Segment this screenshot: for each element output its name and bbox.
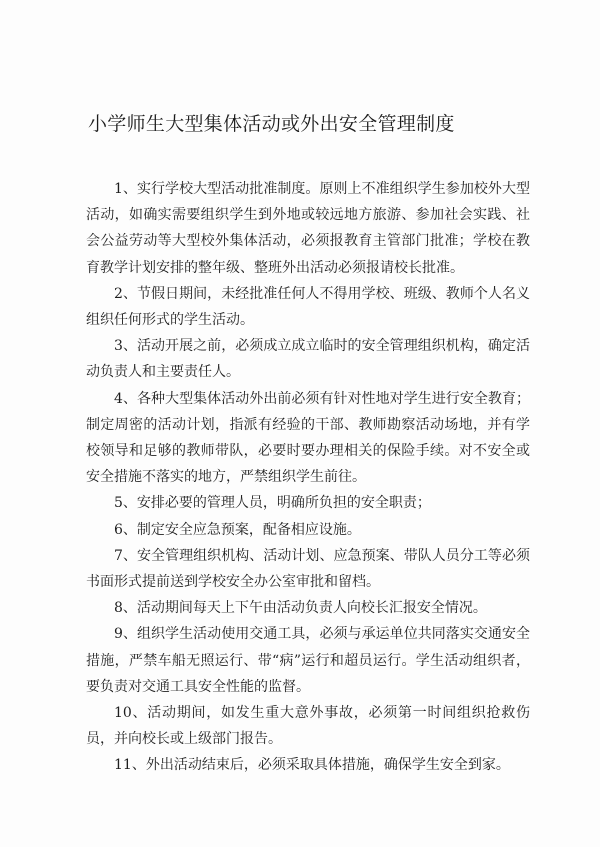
rule-item: 10、活动期间，如发生重大意外事故，必须第一时间组织抢救伤员，并向校长或上级部门报告。 xyxy=(86,705,530,748)
rule-item: 8、活动期间每天上下午由活动负责人向校长汇报安全情况。 xyxy=(114,600,487,617)
rule-item: 3、活动开展之前，必须成立成立临时的安全管理组织机构，确定活动负责人和主要责任人。 xyxy=(86,338,530,381)
rule-item: 4、各种大型集体活动外出前必须有针对性地对学生进行安全教育；制定周密的活动计划，指派有经验的干部、教师勘察活动场地，并有学校领导和足够的教师带队，必要时要办理相关的保险手续。对不安全或安全措施不落实的地方，严禁组织学生前往。 xyxy=(86,390,530,486)
rule-item: 6、制定安全应急预案，配备相应设施。 xyxy=(114,521,361,538)
rule-item: 11、外出活动结束后，必须采取具体措施，确保学生安全到家。 xyxy=(114,757,510,774)
rule-item: 5、安排必要的管理人员，明确所负担的安全职责； xyxy=(114,495,431,512)
rule-item: 7、安全管理组织机构、活动计划、应急预案、带队人员分工等必须书面形式提前送到学校安全办公室审批和留档。 xyxy=(86,547,530,591)
rule-item: 1、实行学校大型活动批准制度。原则上不准组织学生参加校外大型活动，如确实需要组织学生到外地或较远地方旅游、参加社会实践、社会公益劳动等大型校外集体活动，必须报教育主管部门批准；学校在教育教学计划安排的整年级、整班外出活动必须报请校长批准。 xyxy=(86,181,530,276)
document-body xyxy=(86,176,530,779)
rule-item: 9、组织学生活动使用交通工具，必须与承运单位共同落实交通安全措施，严禁车船无照运行、带“病”运行和超员运行。学生活动组织者，要负责对交通工具安全性能的监督。 xyxy=(86,626,530,695)
document-title: 小学师生大型集体活动或外出安全管理制度 xyxy=(88,113,455,135)
rule-item: 2、节假日期间，未经批准任何人不得用学校、班级、教师个人名义组织任何形式的学生活动。 xyxy=(86,285,530,329)
